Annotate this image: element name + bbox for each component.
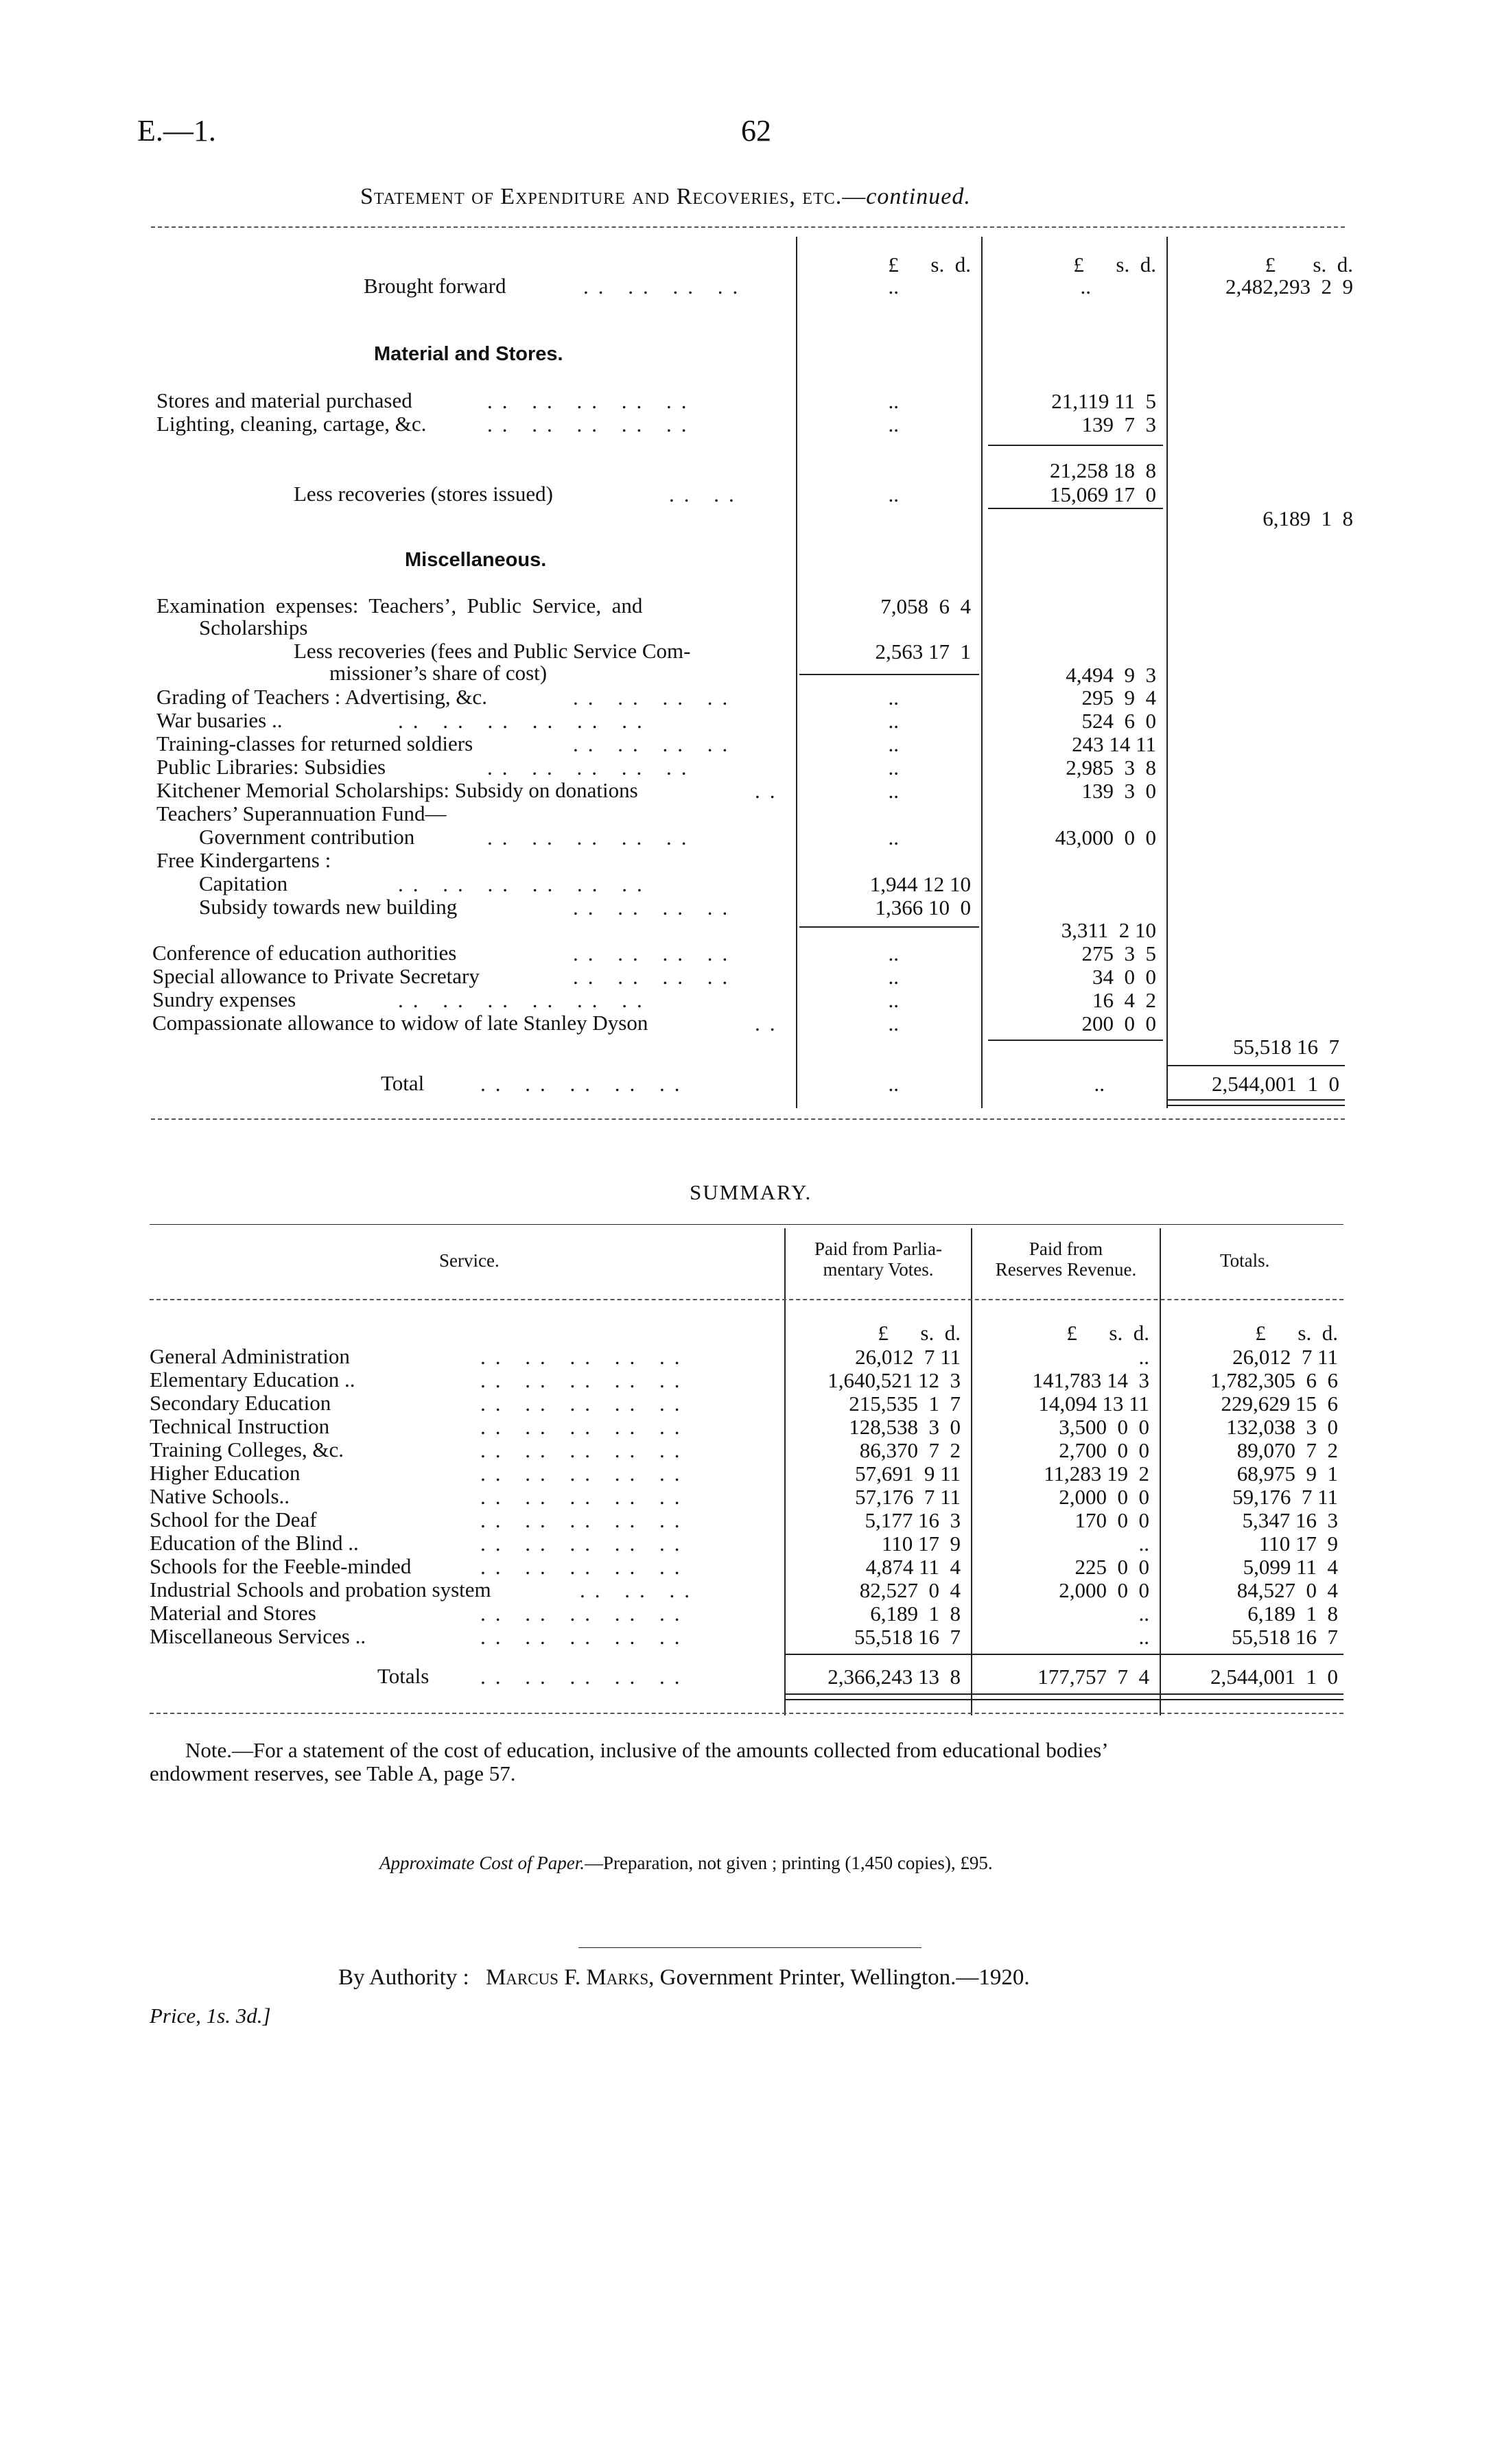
summary-row-parl: 55,518 16 7 bbox=[854, 1625, 961, 1649]
summary-row-total: 68,975 9 1 bbox=[1236, 1462, 1338, 1486]
statement-bottom-rule bbox=[151, 1118, 1345, 1120]
summary-row-service: General Administration bbox=[150, 1344, 350, 1368]
less-fees-value: 2,563 17 1 bbox=[875, 640, 971, 664]
statement-col-sep-1 bbox=[796, 237, 797, 1108]
stores-dots: .. .. .. .. .. bbox=[487, 389, 696, 413]
authority-rule bbox=[578, 1947, 921, 1948]
summary-row-parl: 215,535 1 7 bbox=[849, 1392, 961, 1416]
summary-row-dots: .. .. .. .. .. bbox=[480, 1438, 690, 1462]
summary-row-service: Higher Education bbox=[150, 1461, 301, 1485]
summary-col-res bbox=[972, 1239, 1160, 1280]
summary-row-parl: 128,538 3 0 bbox=[849, 1415, 961, 1439]
summary-col-parl-line2: mentary Votes. bbox=[823, 1259, 934, 1280]
misc-row-label: Kitchener Memorial Scholarships: Subsidy on donations bbox=[156, 778, 638, 802]
summary-row-res: .. bbox=[1138, 1532, 1149, 1556]
summary-top-rule bbox=[150, 1224, 1343, 1225]
summary-double-rule-2 bbox=[784, 1699, 1343, 1700]
summary-row-dots: .. .. .. .. .. bbox=[480, 1368, 690, 1392]
misc-row-dots: .. .. .. .. bbox=[573, 965, 738, 989]
gov-contribution-dots: .. .. .. .. .. bbox=[487, 825, 696, 849]
summary-row-total: 110 17 9 bbox=[1258, 1532, 1338, 1556]
summary-totals-top-rule bbox=[784, 1654, 1343, 1655]
subsidy-building-label: Subsidy towards new building bbox=[199, 895, 458, 919]
summary-row-dots: .. .. .. .. .. bbox=[480, 1555, 690, 1579]
misc-row-c2: 2,985 3 8 bbox=[1066, 755, 1156, 779]
summary-row-total: 55,518 16 7 bbox=[1232, 1625, 1338, 1649]
cost-of-paper-label: Approximate Cost of Paper. bbox=[379, 1853, 585, 1873]
statement-top-rule bbox=[151, 226, 1345, 228]
page-number: 62 bbox=[741, 114, 771, 148]
authority-name: Marcus F. Marks bbox=[485, 1965, 649, 1990]
summary-row-dots: .. .. .. .. .. bbox=[480, 1485, 690, 1509]
capitation-dots: .. .. .. .. .. .. bbox=[398, 872, 652, 896]
summary-currency-1: £ s. d. bbox=[878, 1321, 961, 1345]
summary-row-res: .. bbox=[1138, 1345, 1149, 1369]
statement-title-continued: continued. bbox=[866, 184, 971, 209]
less-recoveries-rule bbox=[988, 508, 1163, 509]
authority-line bbox=[338, 1965, 1030, 1991]
summary-row-dots: .. .. .. .. .. bbox=[480, 1415, 690, 1439]
summary-row-service: Secondary Education bbox=[150, 1391, 331, 1415]
misc-row-dots: .. .. .. .. bbox=[573, 685, 738, 709]
gov-contribution-c2: 43,000 0 0 bbox=[1055, 825, 1156, 849]
capitation-c1: 1,944 12 10 bbox=[869, 872, 971, 896]
summary-col-service: Service. bbox=[439, 1250, 500, 1271]
total-c1: .. bbox=[888, 1072, 899, 1096]
less-recoveries-label: Less recoveries (stores issued) bbox=[294, 482, 553, 506]
total-c2: .. bbox=[1094, 1072, 1105, 1096]
stores-c2: 21,119 11 5 bbox=[1051, 389, 1156, 413]
less-recoveries-c2: 15,069 17 0 bbox=[1050, 482, 1156, 506]
summary-row-parl: 57,691 9 11 bbox=[855, 1462, 961, 1486]
summary-row-parl: 26,012 7 11 bbox=[855, 1345, 961, 1369]
summary-row-parl: 82,527 0 4 bbox=[859, 1578, 961, 1602]
authority-rest: , Government Printer, Wellington.—1920. bbox=[648, 1965, 1030, 1990]
summary-row-parl: 57,176 7 11 bbox=[855, 1485, 961, 1509]
summary-row-service: Schools for the Feeble-minded bbox=[150, 1554, 412, 1578]
misc-row-label: Conference of education authorities bbox=[152, 941, 457, 965]
summary-double-rule-1 bbox=[784, 1693, 1343, 1695]
summary-row-dots: .. .. .. .. .. bbox=[480, 1532, 690, 1556]
summary-row-dots: .. .. .. .. .. bbox=[480, 1625, 690, 1649]
misc-row-c2: 34 0 0 bbox=[1092, 965, 1156, 989]
misc-row-c2: 295 9 4 bbox=[1081, 685, 1156, 709]
summary-row-dots: .. .. .. bbox=[580, 1578, 699, 1602]
summary-row-res: 3,500 0 0 bbox=[1059, 1415, 1149, 1439]
summary-row-parl: 6,189 1 8 bbox=[870, 1601, 961, 1626]
summary-row-service: Education of the Blind .. bbox=[150, 1531, 359, 1555]
misc-row-c1: .. bbox=[888, 941, 899, 965]
misc-row-c2: 243 14 11 bbox=[1072, 732, 1156, 756]
exam-label-2: Scholarships bbox=[199, 615, 308, 640]
summary-row-res: 225 0 0 bbox=[1075, 1555, 1149, 1579]
summary-totals-dots: .. .. .. .. .. bbox=[480, 1665, 690, 1689]
summary-totals-res: 177,757 7 4 bbox=[1037, 1665, 1149, 1689]
total-dots: .. .. .. .. .. bbox=[480, 1072, 690, 1096]
misc-row-label: Compassionate allowance to widow of late Stanley Dyson bbox=[152, 1011, 648, 1035]
summary-header-rule bbox=[150, 1299, 1343, 1300]
subsidy-building-dots: .. .. .. .. bbox=[573, 895, 738, 919]
note-line-1: Note.—For a statement of the cost of education, inclusive of the amounts collected from educational bodies’ bbox=[185, 1738, 1109, 1762]
summary-row-total: 6,189 1 8 bbox=[1247, 1601, 1338, 1626]
misc-row-label: Special allowance to Private Secretary bbox=[152, 964, 480, 988]
statement-currency-3: £ s. d. bbox=[1265, 253, 1353, 277]
capitation-label: Capitation bbox=[199, 871, 288, 895]
less-fees-label-1: Less recoveries (fees and Public Service Com- bbox=[294, 639, 691, 663]
misc-row-dots: .. .. .. .. .. .. bbox=[398, 988, 652, 1012]
summary-row-service: Elementary Education .. bbox=[150, 1368, 355, 1392]
misc-row-c2: 16 4 2 bbox=[1092, 988, 1156, 1012]
summary-col-parl bbox=[786, 1239, 971, 1280]
stores-subtotal-rule bbox=[988, 445, 1163, 446]
misc-row-c1: .. bbox=[888, 965, 899, 989]
misc-row-label: Grading of Teachers : Advertising, &c. bbox=[156, 685, 487, 709]
brought-forward-c1: .. bbox=[888, 274, 899, 298]
summary-row-res: 11,283 19 2 bbox=[1044, 1462, 1149, 1486]
misc-row-c2: 524 6 0 bbox=[1081, 709, 1156, 733]
stores-label: Stores and material purchased bbox=[156, 388, 412, 412]
summary-row-parl: 5,177 16 3 bbox=[865, 1508, 961, 1532]
total-c3: 2,544,001 1 0 bbox=[1212, 1072, 1339, 1096]
summary-row-total: 5,347 16 3 bbox=[1242, 1508, 1338, 1532]
lighting-c1: .. bbox=[888, 412, 899, 436]
less-recoveries-dots: .. .. bbox=[669, 482, 744, 506]
kindergarten-label: Free Kindergartens : bbox=[156, 848, 331, 872]
total-label: Total bbox=[381, 1071, 425, 1095]
grand-total-top-rule bbox=[1166, 1065, 1345, 1066]
summary-row-service: Training Colleges, &c. bbox=[150, 1438, 344, 1462]
cost-of-paper bbox=[379, 1853, 993, 1874]
summary-row-res: 2,700 0 0 bbox=[1059, 1438, 1149, 1462]
misc-row-c2: 139 3 0 bbox=[1081, 779, 1156, 803]
total-double-rule-1 bbox=[1166, 1099, 1345, 1101]
lighting-c2: 139 7 3 bbox=[1081, 412, 1156, 436]
stores-c1: .. bbox=[888, 389, 899, 413]
misc-heading: Miscellaneous. bbox=[405, 549, 547, 571]
cost-of-paper-text: —Preparation, not given ; printing (1,450 copies), £95. bbox=[584, 1853, 993, 1873]
misc-row-c2: 275 3 5 bbox=[1081, 941, 1156, 965]
exam-value: 7,058 6 4 bbox=[880, 594, 971, 618]
misc-row-c1: .. bbox=[888, 1011, 899, 1035]
summary-totals-total: 2,544,001 1 0 bbox=[1210, 1665, 1338, 1689]
misc-total: 55,518 16 7 bbox=[1233, 1035, 1339, 1059]
summary-row-dots: .. .. .. .. .. bbox=[480, 1508, 690, 1532]
summary-col-sep-2 bbox=[971, 1228, 972, 1715]
kindergarten-total: 3,311 2 10 bbox=[1061, 918, 1156, 942]
summary-row-res: 2,000 0 0 bbox=[1059, 1485, 1149, 1509]
superannuation-label: Teachers’ Superannuation Fund— bbox=[156, 801, 447, 825]
summary-row-res: 170 0 0 bbox=[1075, 1508, 1149, 1532]
summary-row-total: 5,099 11 4 bbox=[1243, 1555, 1338, 1579]
misc-row-c1: .. bbox=[888, 732, 899, 756]
summary-currency-2: £ s. d. bbox=[1066, 1321, 1149, 1345]
summary-row-total: 89,070 7 2 bbox=[1236, 1438, 1338, 1462]
misc-row-dots: .. .. .. .. .. bbox=[487, 755, 696, 779]
summary-row-total: 229,629 15 6 bbox=[1221, 1392, 1338, 1416]
misc-row-c1: .. bbox=[888, 685, 899, 709]
kindergarten-rule bbox=[799, 926, 979, 928]
material-heading: Material and Stores. bbox=[374, 343, 563, 365]
summary-title: SUMMARY. bbox=[690, 1180, 812, 1204]
statement-title bbox=[360, 184, 971, 210]
summary-row-parl: 110 17 9 bbox=[881, 1532, 961, 1556]
subsidy-building-c1: 1,366 10 0 bbox=[875, 895, 971, 919]
note-line-2: endowment reserves, see Table A, page 57. bbox=[150, 1761, 516, 1785]
misc-row-dots: .. .. .. .. bbox=[573, 732, 738, 756]
summary-row-total: 1,782,305 6 6 bbox=[1210, 1368, 1338, 1392]
summary-row-total: 84,527 0 4 bbox=[1236, 1578, 1338, 1602]
summary-row-service: School for the Deaf bbox=[150, 1507, 317, 1532]
summary-col-parl-line1: Paid from Parlia- bbox=[814, 1239, 942, 1259]
misc-row-dots: .. bbox=[755, 1011, 785, 1035]
misc-row-dots: .. bbox=[755, 779, 785, 803]
gov-contribution-c1: .. bbox=[888, 825, 899, 849]
less-recoveries-c3: 6,189 1 8 bbox=[1263, 506, 1353, 530]
summary-row-dots: .. .. .. .. .. bbox=[480, 1601, 690, 1626]
misc-row-c1: .. bbox=[888, 988, 899, 1012]
statement-currency-2: £ s. d. bbox=[1073, 253, 1156, 277]
authority-prefix: By Authority : bbox=[338, 1965, 469, 1990]
summary-col-totals: Totals. bbox=[1220, 1250, 1270, 1271]
summary-currency-3: £ s. d. bbox=[1255, 1321, 1338, 1345]
stores-subtotal: 21,258 18 8 bbox=[1050, 458, 1156, 482]
summary-row-service: Material and Stores bbox=[150, 1601, 316, 1625]
summary-row-total: 132,038 3 0 bbox=[1226, 1415, 1338, 1439]
summary-totals-parl: 2,366,243 13 8 bbox=[827, 1665, 961, 1689]
misc-row-c2: 200 0 0 bbox=[1081, 1011, 1156, 1035]
lighting-label: Lighting, cleaning, cartage, &c. bbox=[156, 412, 427, 436]
summary-row-service: Industrial Schools and probation system bbox=[150, 1577, 491, 1601]
summary-row-res: .. bbox=[1138, 1625, 1149, 1649]
summary-row-res: 2,000 0 0 bbox=[1059, 1578, 1149, 1602]
exam-net-rule bbox=[799, 674, 979, 675]
misc-row-c1: .. bbox=[888, 709, 899, 733]
summary-row-dots: .. .. .. .. .. bbox=[480, 1462, 690, 1486]
summary-bottom-rule bbox=[150, 1713, 1343, 1714]
misc-total-rule bbox=[988, 1040, 1163, 1041]
misc-row-dots: .. .. .. .. .. .. bbox=[398, 709, 652, 733]
brought-forward-label: Brought forward bbox=[364, 274, 506, 298]
misc-row-c1: .. bbox=[888, 755, 899, 779]
exam-label-1: Examination expenses: Teachers’, Public Service, and bbox=[156, 594, 643, 618]
exam-net: 4,494 9 3 bbox=[1066, 663, 1156, 687]
summary-row-total: 26,012 7 11 bbox=[1232, 1345, 1338, 1369]
summary-col-res-line2: Reserves Revenue. bbox=[995, 1259, 1137, 1280]
misc-row-label: Sundry expenses bbox=[152, 987, 296, 1011]
price: Price, 1s. 3d.] bbox=[150, 2004, 271, 2028]
summary-row-service: Native Schools.. bbox=[150, 1484, 290, 1508]
brought-forward-c3: 2,482,293 2 9 bbox=[1225, 274, 1353, 298]
misc-row-label: War busaries .. bbox=[156, 708, 283, 732]
misc-row-c1: .. bbox=[888, 779, 899, 803]
summary-row-res: 14,094 13 11 bbox=[1038, 1392, 1149, 1416]
summary-row-res: .. bbox=[1138, 1601, 1149, 1626]
total-double-rule-2 bbox=[1166, 1105, 1345, 1106]
summary-row-res: 141,783 14 3 bbox=[1032, 1368, 1149, 1392]
summary-row-dots: .. .. .. .. .. bbox=[480, 1345, 690, 1369]
summary-row-service: Miscellaneous Services .. bbox=[150, 1624, 366, 1648]
statement-col-sep-3 bbox=[1166, 237, 1168, 1108]
gov-contribution-label: Government contribution bbox=[199, 825, 415, 849]
less-fees-label-2: missioner’s share of cost) bbox=[329, 661, 548, 685]
lighting-dots: .. .. .. .. .. bbox=[487, 412, 696, 436]
brought-forward-c2: .. bbox=[1080, 274, 1091, 298]
misc-row-dots: .. .. .. .. bbox=[573, 941, 738, 965]
misc-row-label: Training-classes for returned soldiers bbox=[156, 731, 473, 755]
summary-row-parl: 86,370 7 2 bbox=[859, 1438, 961, 1462]
summary-row-parl: 1,640,521 12 3 bbox=[827, 1368, 961, 1392]
summary-col-res-line1: Paid from bbox=[1029, 1239, 1103, 1259]
summary-row-total: 59,176 7 11 bbox=[1232, 1485, 1338, 1509]
brought-forward-dots: .. .. .. .. bbox=[583, 274, 748, 298]
misc-row-label: Public Libraries: Subsidies bbox=[156, 755, 386, 779]
less-recoveries-c1: .. bbox=[888, 482, 899, 506]
statement-title-main: Statement of Expenditure and Recoveries, etc.— bbox=[360, 184, 867, 209]
statement-currency-1: £ s. d. bbox=[888, 253, 971, 277]
summary-row-service: Technical Instruction bbox=[150, 1414, 330, 1438]
summary-row-parl: 4,874 11 4 bbox=[865, 1555, 961, 1579]
page-id: E.—1. bbox=[137, 114, 216, 148]
statement-col-sep-2 bbox=[981, 237, 983, 1108]
summary-totals-label: Totals bbox=[377, 1664, 430, 1688]
summary-row-dots: .. .. .. .. .. bbox=[480, 1392, 690, 1416]
